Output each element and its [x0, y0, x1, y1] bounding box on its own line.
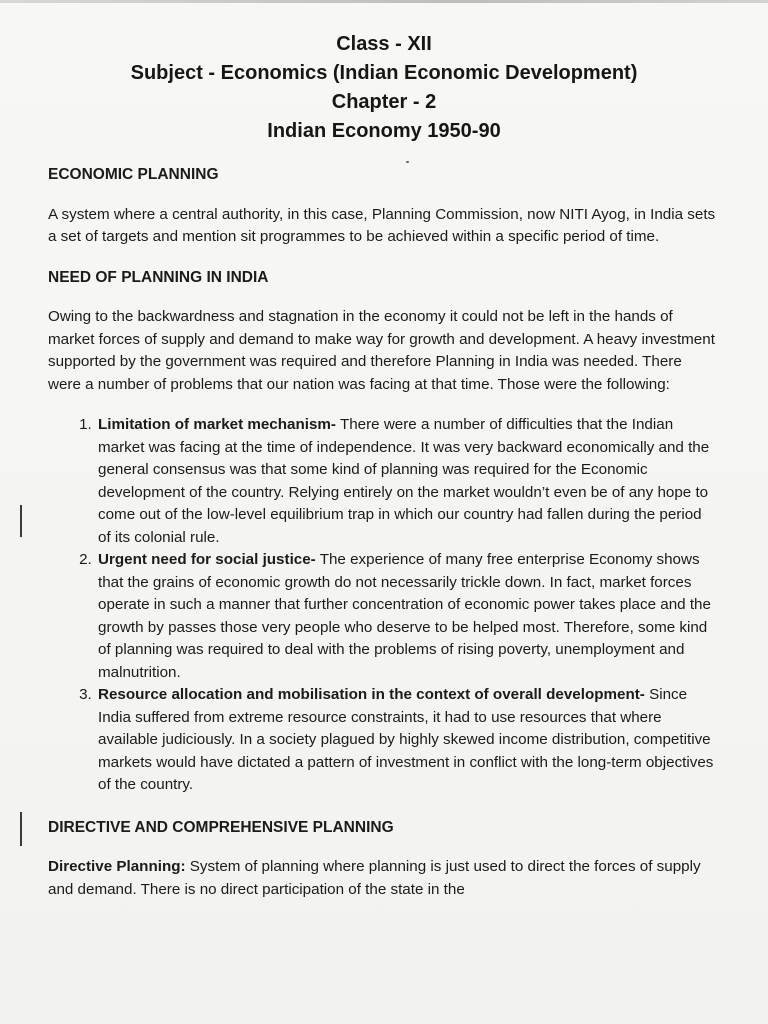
- chapter-title: Indian Economy 1950-90: [267, 120, 501, 142]
- list-item-term: Limitation of market mechanism-: [98, 416, 336, 433]
- margin-mark: [20, 505, 22, 537]
- scan-speck: [406, 161, 409, 163]
- list-item-text: Since India suffered from extreme resource constraints, it had to use resources that where available judiciously. In a society plagued by highly skewed income distribution, competitive markets would have dictated a pattern of investment in conflict with the long-term objectives of the country.: [98, 686, 714, 793]
- list-item-text: The experience of many free enterprise Economy shows that the grains of economic growth do not necessarily trickle down. In fact, market forces operate in such a manner that further concentration of economic power takes place and the growth by passes those very people who deserve to be helped most. Therefore, some kind of planning was required to deal with the problems of rising poverty, unemployment and malnutrition.: [98, 551, 711, 681]
- directive-planning-text: System of planning where planning is just used to direct the forces of supply and demand. There is no direct participation of the state in the: [48, 858, 701, 898]
- margin-mark: [20, 812, 22, 846]
- list-item-term: Resource allocation and mobilisation in the context of overall development-: [98, 686, 645, 703]
- section-title-need-of-planning: NEED OF PLANNING IN INDIA: [48, 268, 269, 286]
- list-item: [96, 684, 718, 797]
- list-item-term: Urgent need for social justice-: [98, 551, 316, 568]
- page-top-edge: [0, 0, 768, 3]
- class-line: Class - XII: [336, 33, 432, 55]
- economic-planning-paragraph: A system where a central authority, in this case, Planning Commission, now NITI Ayog, in India sets a set of targets and mention sit programmes to be achieved within a specific period of time.: [48, 205, 716, 245]
- subject-line: Subject - Economics (Indian Economic Development): [130, 62, 638, 84]
- document-header: [0, 30, 768, 146]
- list-item-text: There were a number of difficulties that the Indian market was facing at the time of independence. It was very backward economically and the general consensus was that some kind of planning was required for the Economic development of the country. Relying entirely on the market wouldn’t even be of any hope to come out of the low-level equilibrium trap in which our country had fallen during the period of its colonial rule.: [98, 416, 710, 546]
- section-title-economic-planning: ECONOMIC PLANNING: [48, 166, 219, 183]
- chapter-line: Chapter - 2: [331, 91, 437, 113]
- directive-planning-term: Directive Planning:: [48, 858, 186, 875]
- list-item: [96, 414, 718, 549]
- need-of-planning-paragraph: Owing to the backwardness and stagnation in the economy it could not be left in the hands of market forces of supply and demand to make way for growth and development. A heavy investment supported by the government was required and therefore Planning in India was needed. There were a number of problems that our nation was facing at that time. Those were the following:: [48, 308, 715, 393]
- document-body: [48, 164, 718, 919]
- directive-planning-paragraph: [48, 856, 718, 901]
- list-item: [96, 549, 718, 684]
- planning-reasons-list: [48, 414, 718, 797]
- section-title-directive-planning: DIRECTIVE AND COMPREHENSIVE PLANNING: [48, 818, 394, 836]
